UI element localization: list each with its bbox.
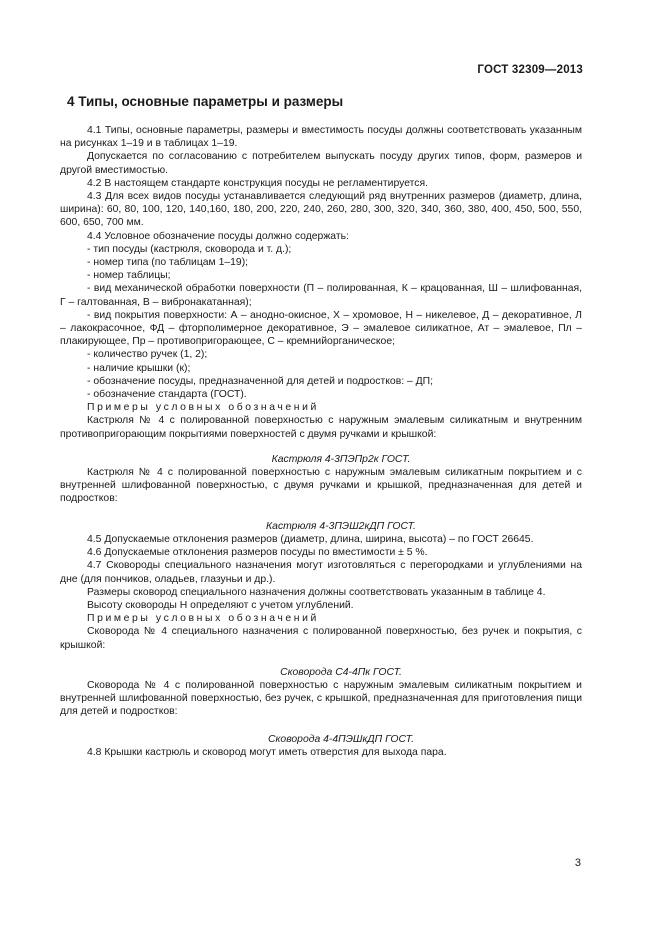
list-item: - наличие крышки (к); [87, 362, 191, 374]
example-designation: Кастрюля 4-3ПЭШ2кДП ГОСТ. [266, 520, 416, 532]
list-item: - количество ручек (1, 2); [87, 349, 208, 361]
section-body [60, 124, 582, 759]
section-title: 4 Типы, основные параметры и размеры [67, 94, 344, 109]
list-item: - обозначение посуды, предназначенной для детей и подростков: – ДП; [87, 375, 434, 387]
clause-4-3: 4.3 Для всех видов посуды устанавливается следующий ряд внутренних размеров (диаметр, длина, ширина): 60, 80, 100, 120, 140,160, 180, 200, 220, 240, 260, 280, 300, 320, 340, 360, 380, 400, 450, 500, 550, 600, 650, 700 мм. [60, 191, 582, 229]
clause-4-1-allowance: Допускается по согласованию с потребителем выпускать посуду других типов, форм, размеров и другой вместимостью. [60, 151, 582, 176]
clause-4-1: 4.1 Типы, основные параметры, размеры и вместимость посуды должны соответствовать указанным на рисунках 1–19 и в таблицах 1–19. [60, 125, 582, 150]
example-designation: Сковорода 4-4ПЭШкДП ГОСТ. [268, 733, 414, 745]
clause-4-5: 4.5 Допускаемые отклонения размеров (диаметр, длина, ширина, высота) – по ГОСТ 26645. [87, 533, 534, 545]
list-item: - вид покрытия поверхности: А – анодно-окисное, Х – хромовое, Н – никелевое, Д – декоративное, Л – лакокрасочное, ФД – фторполимерное декоративное, Э – эмалевое силикатное, Ат – эмалевое, Пл – плакирующее, Пр – противопригорающее, С – кремнийорганическое; [60, 309, 582, 348]
clause-4-2: 4.2 В настоящем стандарте конструкция посуды не регламентируется. [87, 177, 428, 189]
list-item: - тип посуды (кастрюля, сковорода и т. д.); [87, 243, 292, 255]
list-item: - номер типа (по таблицам 1–19); [87, 257, 249, 269]
clause-4-7: 4.7 Сковороды специального назначения могут изготовляться с перегородками и углублениями на дне (для пончиков, оладьев, глазуньи и др.). [60, 560, 582, 585]
example-description: Сковорода № 4 с полированной поверхностью с наружным эмалевым силикатным покрытием и внутренней шлифованной поверхностью, без ручек, с крышкой, предназначенная для приготовления пищи для детей и подростков: [60, 679, 582, 718]
example-description: Кастрюля № 4 с полированной поверхностью с наружным эмалевым силикатным и внутренним противопригорающим покрытиями поверхностей с двумя ручками и крышкой: [60, 415, 582, 440]
example-description: Кастрюля № 4 с полированной поверхностью с наружным эмалевым силикатным покрытием и с внутренней шлифованной поверхностью, с двумя ручками и крышкой, предназначенная для детей и подростков: [60, 467, 582, 505]
page-number: 3 [574, 857, 581, 869]
list-item: - обозначение стандарта (ГОСТ). [87, 389, 247, 401]
example-designation: Сковорода С4-4Пк ГОСТ. [280, 666, 402, 678]
clause-4-7-sizes: Размеры сковород специального назначения должны соответствовать указанным в таблице 4. [87, 586, 546, 598]
clause-4-4: 4.4 Условное обозначение посуды должно содержать: [87, 230, 349, 242]
list-item: - номер таблицы; [87, 270, 171, 282]
clause-4-8: 4.8 Крышки кастрюль и сковород могут иметь отверстия для выхода пара. [87, 746, 447, 758]
document-code: ГОСТ 32309—2013 [477, 64, 583, 76]
example-designation: Кастрюля 4-3ПЭПр2к ГОСТ. [271, 453, 411, 465]
list-item: - вид механической обработки поверхности (П – полированная, К – крацованная, Ш – шлифованная, Г – галтованная, В – вибронакатанная); [60, 283, 582, 308]
example-description: Сковорода № 4 специального назначения с полированной поверхностью, без ручек и покрытия, с крышкой: [60, 626, 582, 651]
examples-heading: Примеры условных обозначений [87, 402, 319, 414]
clause-4-7-height: Высоту сковороды H определяют с учетом углублений. [87, 599, 354, 611]
clause-4-6: 4.6 Допускаемые отклонения размеров посуды по вместимости ± 5 %. [87, 547, 428, 559]
examples-heading: Примеры условных обозначений [87, 613, 319, 625]
